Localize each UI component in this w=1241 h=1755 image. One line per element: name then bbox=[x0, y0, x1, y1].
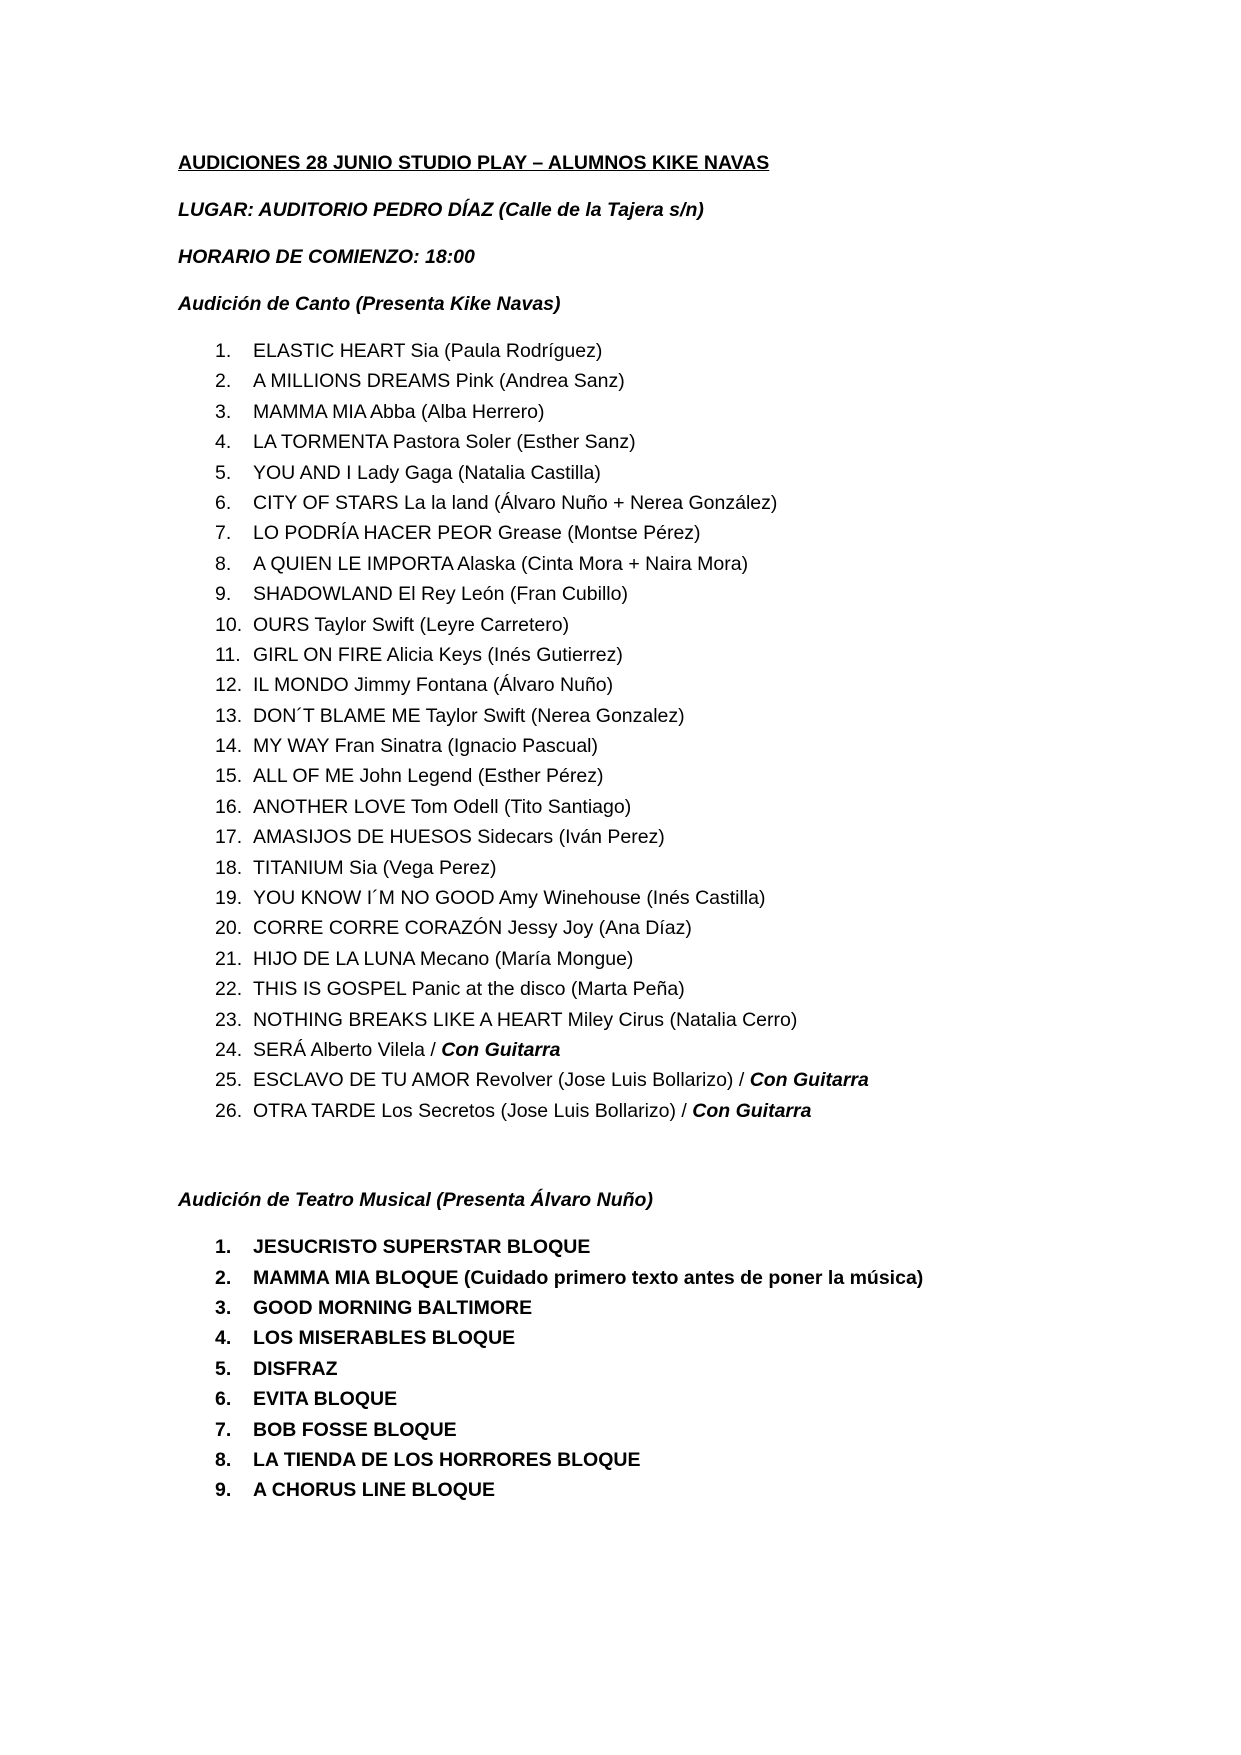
list-item-text: CITY OF STARS La la land (Álvaro Nuño + Nerea González) bbox=[253, 491, 778, 514]
list-item-number: 21. bbox=[215, 947, 243, 970]
list-item-number: 9. bbox=[215, 1479, 232, 1502]
list-item-text: ELASTIC HEART Sia (Paula Rodríguez) bbox=[253, 340, 603, 362]
list-item-number: 1. bbox=[215, 1236, 232, 1259]
list-item-text: MY WAY Fran Sinatra (Ignacio Pascual) bbox=[253, 735, 599, 758]
list-item bbox=[178, 1323, 1178, 1353]
list-item bbox=[178, 1005, 1178, 1035]
list-item-text: IL MONDO Jimmy Fontana (Álvaro Nuño) bbox=[253, 674, 614, 697]
list-item-number: 23. bbox=[215, 1008, 243, 1031]
document-title: AUDICIONES 28 JUNIO STUDIO PLAY – ALUMNOS KIKE NAVAS bbox=[178, 152, 770, 174]
list-item-text: ALL OF ME John Legend (Esther Pérez) bbox=[253, 765, 604, 788]
teatro-piece-list bbox=[178, 1232, 1178, 1506]
list-item-text: ESCLAVO DE TU AMOR Revolver (Jose Luis Bollarizo) / bbox=[253, 1069, 750, 1092]
list-item-number: 8. bbox=[215, 552, 232, 575]
list-item-number: 8. bbox=[215, 1448, 232, 1471]
list-item-number: 3. bbox=[215, 400, 232, 423]
list-item bbox=[178, 822, 1178, 852]
list-item-text: LO PODRÍA HACER PEOR Grease (Montse Pérez) bbox=[253, 522, 701, 545]
list-item-number: 4. bbox=[215, 431, 232, 454]
list-item-number: 9. bbox=[215, 583, 232, 606]
list-item-number: 16. bbox=[215, 795, 243, 818]
list-item-number: 19. bbox=[215, 887, 243, 910]
list-item-number: 7. bbox=[215, 522, 232, 545]
list-item bbox=[178, 761, 1178, 791]
list-item bbox=[178, 610, 1178, 640]
list-item-number: 5. bbox=[215, 461, 232, 484]
list-item-text: DISFRAZ bbox=[253, 1357, 338, 1380]
list-item-number: 17. bbox=[215, 826, 243, 849]
canto-section-heading: Audición de Canto (Presenta Kike Navas) bbox=[178, 293, 561, 315]
list-item-number: 25. bbox=[215, 1069, 243, 1092]
list-item-text: OURS Taylor Swift (Leyre Carretero) bbox=[253, 613, 570, 636]
list-item bbox=[178, 1475, 1178, 1505]
list-item bbox=[178, 853, 1178, 883]
list-item-number: 5. bbox=[215, 1357, 232, 1380]
list-item-text: AMASIJOS DE HUESOS Sidecars (Iván Perez) bbox=[253, 826, 665, 849]
list-item-text: NOTHING BREAKS LIKE A HEART Miley Cirus (Natalia Cerro) bbox=[253, 1008, 798, 1031]
list-item-number: 13. bbox=[215, 704, 243, 727]
list-item-number: 20. bbox=[215, 917, 243, 940]
guitar-note: Con Guitarra bbox=[692, 1099, 812, 1122]
list-item-text: CORRE CORRE CORAZÓN Jessy Joy (Ana Díaz) bbox=[253, 917, 692, 940]
list-item-text: A MILLIONS DREAMS Pink (Andrea Sanz) bbox=[253, 370, 625, 393]
list-item-text: GIRL ON FIRE Alicia Keys (Inés Gutierrez) bbox=[253, 643, 623, 666]
teatro-section-heading: Audición de Teatro Musical (Presenta Álvaro Nuño) bbox=[178, 1189, 653, 1212]
list-item-text: MAMMA MIA Abba (Alba Herrero) bbox=[253, 400, 545, 423]
list-item bbox=[178, 366, 1178, 396]
list-item-text: DON´T BLAME ME Taylor Swift (Nerea Gonzalez) bbox=[253, 704, 685, 727]
list-item-number: 26. bbox=[215, 1099, 243, 1122]
list-item bbox=[178, 1293, 1178, 1323]
list-item bbox=[178, 518, 1178, 548]
list-item bbox=[178, 1445, 1178, 1475]
start-time-line: HORARIO DE COMIENZO: 18:00 bbox=[178, 246, 475, 268]
list-item bbox=[178, 1384, 1178, 1414]
list-item-text: BOB FOSSE BLOQUE bbox=[253, 1418, 457, 1441]
list-item-number: 15. bbox=[215, 765, 243, 788]
list-item-text: YOU AND I Lady Gaga (Natalia Castilla) bbox=[253, 461, 601, 484]
list-item bbox=[178, 549, 1178, 579]
list-item-number: 2. bbox=[215, 370, 232, 393]
list-item-text: A CHORUS LINE BLOQUE bbox=[253, 1479, 495, 1502]
list-item bbox=[178, 579, 1178, 609]
document-page bbox=[178, 148, 1178, 1506]
guitar-note: Con Guitarra bbox=[441, 1038, 561, 1061]
list-item-number: 24. bbox=[215, 1038, 243, 1061]
list-item-number: 2. bbox=[215, 1266, 232, 1289]
list-item-number: 10. bbox=[215, 613, 243, 636]
list-item-number: 18. bbox=[215, 856, 243, 879]
list-item-text: TITANIUM Sia (Vega Perez) bbox=[253, 856, 497, 879]
list-item bbox=[178, 670, 1178, 700]
list-item bbox=[178, 913, 1178, 943]
list-item-text: A QUIEN LE IMPORTA Alaska (Cinta Mora + Naira Mora) bbox=[253, 552, 749, 575]
list-item-text: LA TIENDA DE LOS HORRORES BLOQUE bbox=[253, 1448, 641, 1471]
list-item-number: 1. bbox=[215, 340, 232, 362]
list-item bbox=[178, 1354, 1178, 1384]
guitar-note: Con Guitarra bbox=[749, 1069, 869, 1092]
list-item-text: YOU KNOW I´M NO GOOD Amy Winehouse (Inés Castilla) bbox=[253, 887, 766, 910]
list-item-text: LA TORMENTA Pastora Soler (Esther Sanz) bbox=[253, 431, 636, 454]
list-item-text: ANOTHER LOVE Tom Odell (Tito Santiago) bbox=[253, 795, 632, 818]
list-item bbox=[178, 1065, 1178, 1095]
list-item bbox=[178, 731, 1178, 761]
list-item-number: 11. bbox=[215, 643, 241, 666]
list-item-text: HIJO DE LA LUNA Mecano (María Mongue) bbox=[253, 947, 634, 970]
list-item bbox=[178, 974, 1178, 1004]
list-item-number: 22. bbox=[215, 978, 243, 1001]
list-item-text: GOOD MORNING BALTIMORE bbox=[253, 1296, 533, 1319]
list-item-number: 7. bbox=[215, 1418, 232, 1441]
location-line: LUGAR: AUDITORIO PEDRO DÍAZ (Calle de la Tajera s/n) bbox=[178, 199, 704, 221]
list-item bbox=[178, 701, 1178, 731]
list-item-number: 12. bbox=[215, 674, 243, 697]
list-item-number: 14. bbox=[215, 735, 243, 758]
list-item bbox=[178, 458, 1178, 488]
list-item-number: 3. bbox=[215, 1296, 232, 1319]
list-item-text: JESUCRISTO SUPERSTAR BLOQUE bbox=[253, 1236, 591, 1259]
list-item-number: 6. bbox=[215, 1388, 232, 1411]
list-item-text: OTRA TARDE Los Secretos (Jose Luis Bollarizo) / bbox=[253, 1099, 693, 1122]
list-item bbox=[178, 1035, 1178, 1065]
list-item-number: 4. bbox=[215, 1327, 232, 1350]
list-item-text: LOS MISERABLES BLOQUE bbox=[253, 1327, 516, 1350]
list-item bbox=[178, 1263, 1178, 1293]
list-item bbox=[178, 336, 1178, 366]
list-item-text: THIS IS GOSPEL Panic at the disco (Marta Peña) bbox=[253, 978, 685, 1001]
canto-song-list bbox=[178, 336, 1178, 1126]
list-item bbox=[178, 397, 1178, 427]
list-item-text: SERÁ Alberto Vilela / bbox=[253, 1038, 442, 1061]
list-item bbox=[178, 427, 1178, 457]
list-item bbox=[178, 1096, 1178, 1126]
list-item-text: MAMMA MIA BLOQUE (Cuidado primero texto antes de poner la música) bbox=[253, 1266, 924, 1289]
list-item-text: EVITA BLOQUE bbox=[253, 1388, 398, 1411]
list-item bbox=[178, 944, 1178, 974]
list-item bbox=[178, 488, 1178, 518]
list-item bbox=[178, 640, 1178, 670]
list-item bbox=[178, 883, 1178, 913]
list-item-number: 6. bbox=[215, 491, 232, 514]
list-item bbox=[178, 1232, 1178, 1262]
list-item bbox=[178, 1415, 1178, 1445]
list-item bbox=[178, 792, 1178, 822]
list-item-text: SHADOWLAND El Rey León (Fran Cubillo) bbox=[253, 583, 628, 606]
